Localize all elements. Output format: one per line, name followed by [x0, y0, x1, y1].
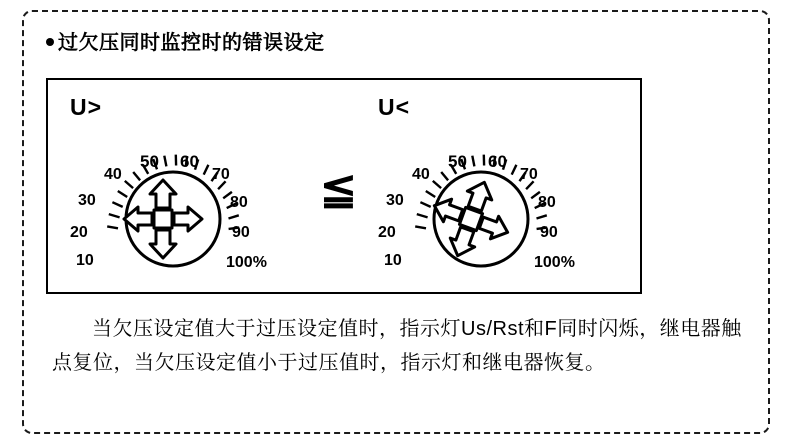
right-dial-tick-50: 50	[448, 152, 467, 171]
right-dial-tick-70: 70	[520, 166, 538, 183]
right-dial-tick-40: 40	[412, 166, 430, 183]
left-dial-tick-80: 80	[230, 194, 248, 211]
left-dial-tick-100: 100%	[226, 254, 267, 271]
right-dial-tick-80: 80	[538, 194, 556, 211]
right-dial-tick-90: 90	[540, 224, 558, 241]
left-dial-label: U>	[70, 94, 103, 120]
description-text: 当欠压设定值大于过压设定值时，指示灯Us/Rst和F同时闪烁，继电器触点复位，当欠压设定值小于过压值时，指示灯和继电器恢复。	[52, 318, 742, 374]
bullet-icon	[46, 38, 54, 46]
left-dial-tick-30: 30	[78, 192, 96, 209]
left-dial-tick-90: 90	[232, 224, 250, 241]
left-dial-tick-50: 50	[140, 152, 159, 171]
comparison-symbol: ≦	[320, 165, 357, 214]
section-heading	[46, 26, 325, 55]
left-dial-tick-10: 10	[76, 252, 94, 269]
left-dial-tick-20: 20	[70, 224, 88, 241]
right-dial-tick-30: 30	[386, 192, 404, 209]
right-dial-tick-20: 20	[378, 224, 396, 241]
dial-panel	[46, 78, 642, 294]
left-dial-tick-40: 40	[104, 166, 122, 183]
right-dial-tick-10: 10	[384, 252, 402, 269]
right-dial-tick-60: 60	[488, 152, 507, 171]
left-dial-tick-60: 60	[180, 152, 199, 171]
left-dial-tick-70: 70	[212, 166, 230, 183]
description-paragraph	[52, 312, 752, 380]
section-heading-text: 过欠压同时监控时的错误设定	[58, 32, 325, 54]
right-dial-tick-100: 100%	[534, 254, 575, 271]
right-dial-label: U<	[378, 94, 411, 120]
